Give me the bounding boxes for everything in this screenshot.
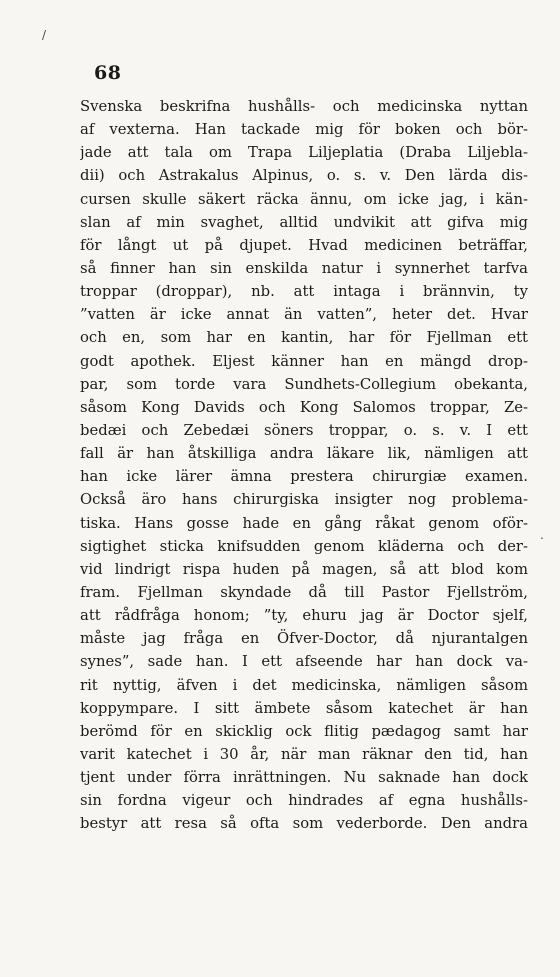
text-line: Svenska beskrifna hushålls- och medicinska nyttan bbox=[80, 98, 528, 115]
text-line: slan af min svaghet, alltid undvikit att gifva mig bbox=[80, 213, 528, 231]
margin-mark: / bbox=[42, 28, 47, 42]
text-line: jade att tala om Trapa Liljeplatia (Draba Liljebla- bbox=[80, 144, 528, 162]
text-line: tjent under förra inrättningen. Nu saknade han dock bbox=[80, 769, 528, 787]
text-line: ”vatten är icke annat än vatten”, heter det. Hvar bbox=[80, 306, 528, 324]
text-line: af vexterna. Han tackade mig för boken och bör- bbox=[80, 121, 528, 139]
text-line: tiska. Hans gosse hade en gång råkat genom oför- bbox=[80, 514, 528, 532]
text-line: sigtighet sticka knifsudden genom kläderna och der- bbox=[80, 537, 528, 555]
text-line: dii) och Astrakalus Alpinus, o. s. v. Den lärda dis- bbox=[80, 167, 528, 185]
text-line: cursen skulle säkert räcka ännu, om icke jag, i kän- bbox=[80, 190, 528, 208]
text-line: koppympare. I sitt ämbete såsom katechet är han bbox=[80, 699, 528, 717]
text-line: berömd för en skicklig ock flitig pædagog samt har bbox=[80, 722, 528, 740]
page-number: 68 bbox=[94, 62, 122, 84]
text-line: Också äro hans chirurgiska insigter nog problema- bbox=[80, 491, 528, 509]
text-line: och en, som har en kantin, har för Fjellman ett bbox=[80, 329, 528, 347]
text-line: fall är han åtskilliga andra läkare lik, nämligen att bbox=[80, 445, 528, 463]
text-line: såsom Kong Davids och Kong Salomos troppar, Ze- bbox=[80, 398, 528, 416]
text-line: fram. Fjellman skyndade då till Pastor Fjellström, bbox=[80, 583, 528, 601]
text-line: varit katechet i 30 år, när man räknar den tid, han bbox=[80, 745, 528, 763]
text-line: godt apothek. Eljest känner han en mängd drop- bbox=[80, 352, 528, 370]
text-line: par, som torde vara Sundhets-Collegium obekanta, bbox=[80, 375, 528, 393]
text-line: rit nyttig, äfven i det medicinska, nämligen såsom bbox=[80, 676, 528, 694]
text-line: bestyr att resa så ofta som vederborde. Den andra bbox=[80, 815, 528, 833]
text-line: han icke lärer ämna prestera chirurgiæ examen. bbox=[80, 468, 528, 486]
text-line: sin fordna vigeur och hindrades af egna hushålls- bbox=[80, 792, 528, 810]
text-line: synes”, sade han. I ett afseende har han dock va- bbox=[80, 653, 528, 671]
body-text bbox=[80, 95, 528, 836]
text-line: att rådfråga honom; ”ty, ehuru jag är Doctor sjelf, bbox=[80, 607, 528, 625]
text-line: måste jag fråga en Öfver-Doctor, då njurantalgen bbox=[80, 630, 528, 648]
text-line: troppar (droppar), nb. att intaga i brännvin, ty bbox=[80, 283, 528, 301]
text-line: vid lindrigt rispa huden på magen, så att blod kom bbox=[80, 560, 528, 578]
text-line: bedæi och Zebedæi söners troppar, o. s. v. I ett bbox=[80, 421, 528, 439]
text-line: så finner han sin enskilda natur i synnerhet tarfva bbox=[80, 259, 528, 277]
text-line: för långt ut på djupet. Hvad medicinen beträffar, bbox=[80, 236, 528, 254]
margin-mark: . bbox=[540, 528, 544, 542]
